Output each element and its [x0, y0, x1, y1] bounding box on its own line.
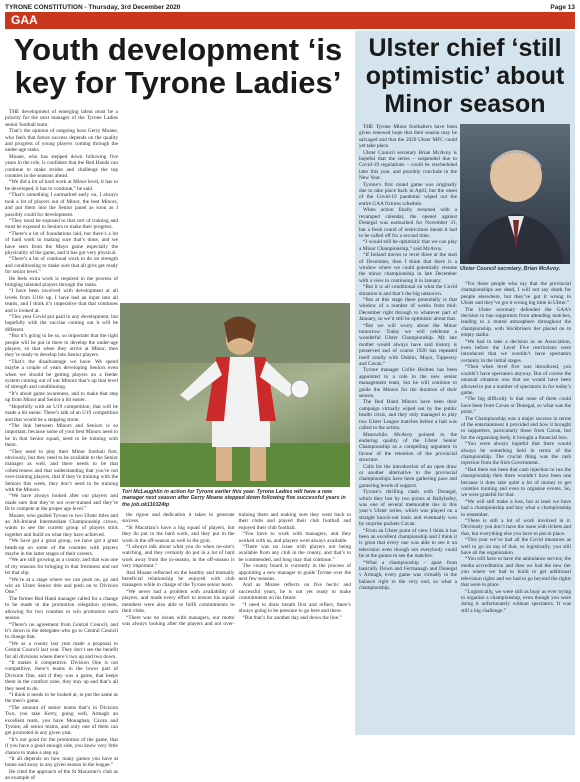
article-paragraph: “That’s something I earmarked early on, I always took a lot of players out of Minor, the best Minors, and put them into the Senior panel as soon as I possibly could for development.: [5, 192, 118, 218]
player-figure: [120, 303, 350, 487]
article-paragraph: That’s the opinion of outgoing boss Gerry Moane, who feels that future success depends on the quality and progress of young players coming through the under-age ranks.: [5, 128, 118, 154]
article-paragraph: “You were always hopeful that there would always be something held in terms of the championship. The crucial thing was the cash injection from the Irish Government.: [461, 441, 571, 467]
article-paragraph: Tyrone’s first round game was originally due to take place back in April, but the onset of the Covid-19 pandemic wiped out the entire GAA fixtures schedule.: [359, 181, 457, 207]
main-photo-caption: Tori McLaughlin in action for Tyrone earlier this year. Tyrone Ladies will have a new manager next season after Gerry Moane stepped down following five successful years in the job.ok110324tp: [122, 489, 346, 508]
article-paragraph: “They must be exposed to that sort of training and must be exposed to Seniors to make their progress.: [5, 217, 118, 231]
article-paragraph: “It’s not good for the promotion of the game, that if you have a good enough side, you know very little chance to make a step up.: [5, 736, 118, 756]
article-paragraph: Calls for the introduction of an open draw or another alternative to the provincial championships have been gathering pace and garnering levels of support.: [359, 463, 457, 489]
article-paragraph: “The amount of senior teams that’s in Division Two, you take Kerry, going well, Armagh an excellent team, you have Monaghan, Cavan and Tyrone, all senior teams, and only one of them can get promoted in any given year.: [5, 704, 118, 737]
article-paragraph: Moane, who guided Tyrone to two Ulster titles and an All-Ireland Intermediate Championship crown, wants to see the current group of players stick together and build on what they have achieved.: [5, 512, 118, 538]
article-paragraph: “We as a county last year made a proposal to Central Council last year. They don’t see the benefit for all divisions where there’s two up and two down.: [5, 640, 118, 660]
main-article-column-2-top: [122, 109, 235, 299]
article-paragraph: “St Macartan’s have a big squad of players, but they do put in the hard work, and they put in the work in the off-season as well in the gym.: [122, 524, 235, 544]
article-paragraph: “There was no issues with managers, our motto was always looking after the players and not over-training them and making sure they went back to their clubs and played their club football and enjoyed their club football.: [122, 512, 351, 627]
article-paragraph: “We have got a great group, we have got a great heads-up on some of the counties with players maybe in the latter stages of their careers.: [5, 538, 118, 558]
article-paragraph: “We did a lot of hard work at Minor level, it has to be developed, it has to continue,” he said.: [5, 179, 118, 192]
article-paragraph: “You still have to have the ambulance service, the media accreditation and then we had the new tier you where we had to build to get additional television rights and we had to go beyond the rights that were in place.: [461, 556, 571, 589]
side-headline: Ulster chief ‘still optimistic’ about Minor season: [365, 34, 565, 118]
article-paragraph: “The big difficulty is that none of them could have been from Cavan or Donegal, so what was the point.”: [461, 396, 571, 416]
article-paragraph: He cited the approach of the St Macartan’s club as an example of: [5, 768, 118, 782]
article-paragraph: “Then when level five was introduced, you couldn’t have spectators anyway. But of course the unusual situation was that we would have been allowed to put a number of spectators in for today’s game.: [461, 364, 571, 396]
article-paragraph: “But it is all conditional on what the Covid situation is and that’s the big unknown.: [359, 284, 457, 297]
side-article-column-b: [461, 281, 571, 734]
article-paragraph: “For those people who say that the provincial championships are dead, I will not say death for people elsewhere, but they’ve got it wrong in Ulster and they’ve got it wrong big time in Ulster.”: [461, 281, 571, 307]
article-paragraph: “There was no issue with players not being available from any club in the county, and that’s to be commended, and long may that continue.”: [238, 544, 351, 563]
portrait-photo: [460, 124, 570, 264]
portrait-caption: Ulster Council secretary, Brian McAvoy.: [460, 266, 561, 272]
main-article-column-1: [5, 109, 118, 782]
masthead-publication: TYRONE CONSTITUTION - Thursday, 3rd December 2020: [5, 3, 181, 11]
article-paragraph: “But we will worry about the Minor tomorrow. Today we will celebrate a wonderful Ulster Championship. My late mother would always have said history is preserved and of course 1920 has repeated itself totally with Dublin, Mayo, Tipperary and Cavan.”: [359, 322, 457, 368]
article-paragraph: “There is still a lot of work involved in it. Obviously you don’t have the issue with tickets and that, but everything else you have to put in place.: [461, 518, 571, 537]
article-paragraph: “It makes it competitive. Division One is not competitive, there’s teams in the lower part of Division One, and if they was a game, that keeps them in the comfort zone, they stay up and that’s all they need to do.: [5, 659, 118, 692]
article-paragraph: the rigour and dedication it takes to generate success.: [122, 512, 235, 525]
article-paragraph: “There’s a lot of foundations laid, but there’s a lot of hard work in making sure that’s done, and we have seen from the Mayo game especially the physicality of the game, and it has got very physical.: [5, 230, 118, 256]
article-paragraph: Moane, who has stepped down following five years in the role, is confident that the Red Hands can continue to make strides and challenge the top counties in the seasons ahead.: [5, 153, 118, 180]
article-paragraph: “We have always looked after our players and made sure that they’re not over-trained and they’re fit to compete at the proper age level.”: [5, 493, 118, 513]
article-paragraph: Meanwhile, McAvoy pointed to the enduring quality of the Ulster Senior Championship as a compelling argument in favour of the retention of the provincial structure.: [359, 431, 457, 464]
article-paragraph: “But that’s for another day and down the line.”: [242, 614, 342, 621]
article-paragraph: The Ulster secretary defended the GAA’s decision to ban supporters from attending matches, leading to a muted atmosphere throughout the championship, with Stickbrisers tier placed on in empty stadia.: [461, 306, 571, 339]
article-paragraph: “That’s the disadvantage we have. We spend maybe a couple of years developing Seniors even when we should be getting players on a feeder system coming out of our Minors that’s up that level of strength and conditioning.: [5, 358, 118, 391]
article-paragraph: “I always talk about what you do when no-one’s watching, and they certainly do put in a lot of hard work away from the in-season, in the off-season is very important.”: [122, 544, 235, 570]
page-number: Page 13: [550, 3, 575, 11]
article-paragraph: “I think it needs to be looked at, to put the same as the men’s game.: [5, 691, 118, 705]
article-paragraph: The Red Hand Minors have been their campaign virtually wiped out by the public health crisis, and they only managed to play two Ulster League matches before a halt was called to the action.: [359, 399, 457, 432]
article-paragraph: “There’s a lot of continual work to do on strength and conditioning to make sure that all girls get ready for senior level.”: [5, 256, 118, 276]
side-article-column-a: [359, 124, 457, 734]
article-paragraph: “I have been involved with development at all levels from U16s up, I have had an input into all teams, and I think it’s imperative that that continues and is looked at.: [5, 288, 118, 314]
article-paragraph: “The link between Minors and Seniors is so important, because some of your best Minors need to be in that Senior squad, need to be training with them.: [5, 422, 118, 449]
article-paragraph: “You have to work with managers, and they worked with us, and players were always available.: [238, 531, 351, 544]
article-paragraph: “Hopefully with an U19 competition, that will be made a bit easier. There’s talk of an U19 competition and that would be a stepping stone.: [5, 403, 118, 423]
article-paragraph: “But at this stage there potentially is that window of a number of weeks from mid-December right through to whatever part of January, so we’d still be optimistic about that.: [359, 296, 457, 323]
article-paragraph: “But it’s going to be so, so important that the right people will be put in there to develop the under-age players, so that when they arrive at Minor, then they’re ready to develop into Senior players.: [5, 333, 118, 359]
main-article-column-3-top: [238, 109, 351, 299]
article-paragraph: “This year we’ve had all the Covid measures as well to go on top of that, so logistically, you still have all the organisation.: [461, 537, 571, 557]
article-paragraph: “Had there not been that cash injection to run the championship then there wouldn’t have been one because it does take quite a lot of money to get counties training and even to organise events. So, we were grateful for that.: [461, 466, 571, 499]
article-paragraph: “They need to play their Minor football first, obviously, but they need to be available to the Senior manager as well, and there needs to be that cohesiveness and that understanding that you’re not over-training players, that if they’re training with the Seniors this week, they don’t need to be training with the Minors.: [5, 448, 118, 493]
article-paragraph: “If Ireland moves to level three at the start of December, then I think that there is a window where we could potentially resume the minor championship in late December with a view to continuing it in January.: [359, 252, 457, 284]
article-paragraph: The county board is currently in the process of appointing a new manager to guide Tyrone over the next few seasons.: [238, 563, 351, 583]
article-paragraph: “I need to draw breath first and reflect, there’s always going to be pressure to go here and there.: [238, 601, 351, 615]
main-article-column-2-bottom: [122, 512, 351, 734]
article-paragraph: When action finally resumed with a revamped calendar, the opener against Donegal was earmarked for November 31, but a fresh round of restrictions meant it had to be called off for a second time.: [359, 207, 457, 239]
article-paragraph: THE development of emerging talent must be a priority for the next manager of the Tyrone Ladies senior football team.: [5, 109, 118, 128]
article-paragraph: “This year Covid put paid to any development, but hopefully with the vaccine coming out it will be different.: [5, 314, 118, 333]
section-label: GAA: [11, 13, 38, 27]
article-paragraph: “We never had a problem with availability of players, and made every effort to ensure his squad members were also able to fulfil commitments to their clubs.: [122, 588, 235, 615]
article-paragraph: Tyrone manager Collie Holmes has been appointed to a role in the new senior management team, but he will continue to guide the Minors for the duration of their season.: [359, 367, 457, 400]
article-paragraph: The former Red Hand manager called for a change to be made in the promotion relegation system, allowing for two counties to win promotion each season.: [5, 595, 118, 622]
article-paragraph: He feels extra work is required in the process of bringing talented players through the ranks.: [5, 275, 118, 288]
article-paragraph: “We’re at a stage where we can push on, go and win an Ulster Senior title and push on to Division One.”: [5, 576, 118, 596]
masthead: [5, 2, 575, 12]
article-paragraph: And as Moane reflects on five hectic and successful years, he is not yet ready to make commitments on his future.: [238, 582, 351, 602]
article-paragraph: “What a championship – apart from basically Down and Fermanagh and Donegal v Armagh, every game was virtually in the balance right to the very end, so what a championship.: [359, 559, 457, 592]
portrait-figure: [460, 124, 570, 264]
article-paragraph: “It all depends on how many games you have at home and away in any given season in the league.”: [5, 756, 118, 769]
main-headline: Youth development ‘is key for Tyrone Ladies’: [13, 32, 343, 100]
article-paragraph: “We had to take a decision as an Association, even before the Level Five restrictions were introduced that we wouldn’t have spectators certainly in the initial stages.: [461, 338, 571, 364]
section-banner: [5, 12, 575, 29]
player-action-photo: [120, 303, 350, 487]
article-paragraph: Tyrone’s thrilling clash with Donegal, which they lost by two points at Ballybofey, was one of several memorable ties in this year’s Ulster series, which was played on a straight knock-out basis and eventually won by surprise packets Cavan.: [359, 489, 457, 528]
article-paragraph: “I would still be optimistic that we can play a Minor Championship,” said McAvoy.: [359, 239, 457, 252]
article-paragraph: “We are still growing as a county, and that was one of my reasons for bringing in that freshness and not let that slip.: [5, 557, 118, 577]
article-paragraph: “From an Ulster point of view I think it has been an excellent championship and I think it is great that every one was able to see it on television even though not everybody could be at the games to see the matches.: [359, 527, 457, 560]
article-paragraph: “There’s no agreement from Central Council, and it’s down to the delegates who go to Central Council to change that.: [5, 621, 118, 641]
article-paragraph: “It’s about game awareness, and to make that step up from Minor and Senior a bit easier.: [5, 390, 118, 404]
article-paragraph: Ulster Council secretary Brian McAvoy is hopeful that the series – suspended due to Covid-19 regulations – could be rescheduled later this year, and possibly conclude in the New Year.: [359, 149, 457, 182]
article-paragraph: “We will still make a loss, but at least we have had a championship and boy what a championship to remember.: [461, 498, 571, 518]
article-paragraph: The Championship was a major success in terms of the entertainment it provided and how it brought to supporters, particularly those from Cavan, but for the organising body, it brought a financial loss.: [461, 415, 571, 441]
article-paragraph: “Logistically, we were still as busy as ever trying to organise a championship, even though you were doing it unfortunately without spectators. It was still a big challenge.”: [461, 588, 571, 614]
article-paragraph: THE Tyrone Minor footballers have been given renewed hope that their season may be salvaged and that the 2020 Ulster MFC could yet take place.: [359, 124, 457, 150]
article-paragraph: And Moane reflected on the healthy and mutually beneficial relationship he enjoyed with club managers while in charge of the Tyrone senior team.: [122, 569, 235, 589]
